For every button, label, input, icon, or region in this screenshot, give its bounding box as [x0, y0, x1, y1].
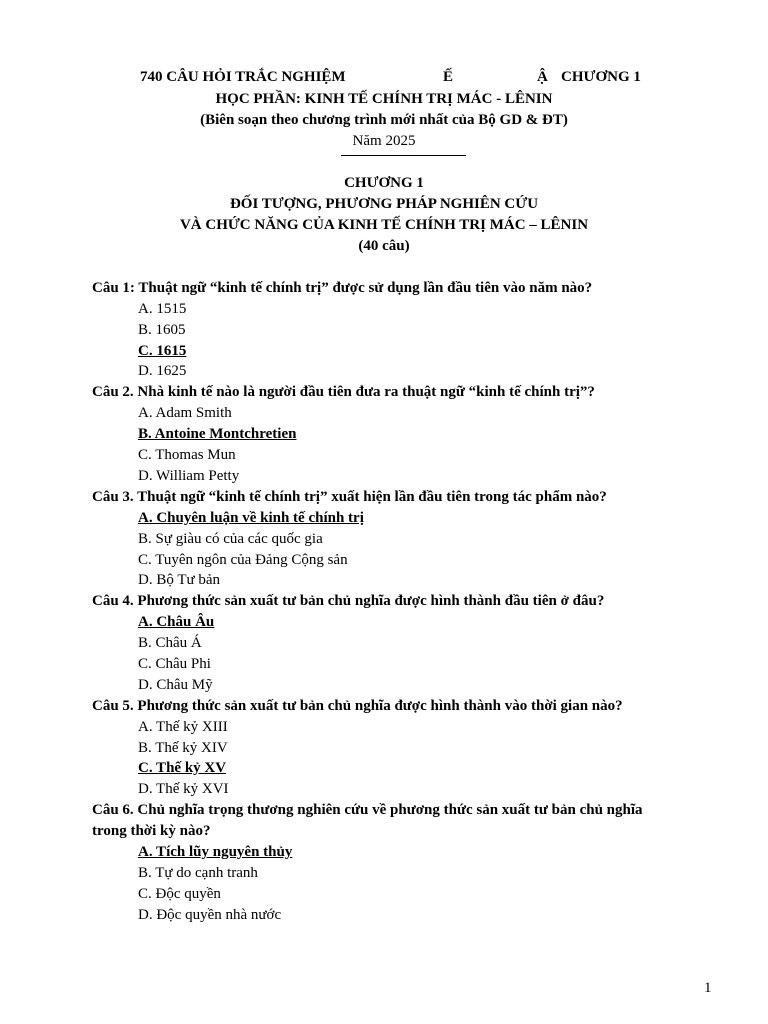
- question-6-option-a-correct: A. Tích lũy nguyên thủy: [138, 844, 293, 860]
- chapter-title-line1: ĐỐI TƯỢNG, PHƯƠNG PHÁP NGHIÊN CỨU: [229, 196, 539, 212]
- question-2-option-a: A. Adam Smith: [138, 405, 232, 421]
- course-title: HỌC PHẦN: KINH TẾ CHÍNH TRỊ MÁC - LÊNIN: [215, 91, 553, 107]
- question-3-option-c: C. Tuyên ngôn của Đảng Cộng sản: [138, 552, 348, 568]
- question-4-option-b: B. Châu Á: [138, 635, 202, 651]
- question-4-option-d: D. Châu Mỹ: [138, 677, 213, 693]
- question-2-option-d: D. William Petty: [138, 468, 240, 484]
- question-3-option-b: B. Sự giàu có của các quốc gia: [138, 531, 323, 547]
- document-title-part3: Ậ: [537, 69, 548, 85]
- question-3-option-a-correct: A. Chuyên luận về kinh tế chính trị: [138, 510, 364, 526]
- question-1-option-a: A. 1515: [138, 301, 187, 317]
- question-3: Câu 3. Thuật ngữ “kinh tế chính trị” xuất hiện lần đầu tiên trong tác phẩm nào?: [92, 489, 607, 505]
- question-1-option-d: D. 1625: [138, 363, 187, 379]
- document-title: [0, 67, 768, 87]
- question-2-option-b-correct: B. Antoine Montchretien: [138, 426, 297, 442]
- question-count: (40 câu): [358, 238, 410, 254]
- question-5-option-a: A. Thế kỷ XIII: [138, 719, 228, 735]
- question-4-option-a-correct: A. Châu Âu: [138, 614, 215, 630]
- page-number: 1: [704, 980, 712, 996]
- question-6-option-b: B. Tự do cạnh tranh: [138, 865, 258, 881]
- question-3-option-d: D. Bộ Tư bản: [138, 572, 221, 588]
- question-2: Câu 2. Nhà kinh tế nào là người đầu tiên đưa ra thuật ngữ “kinh tế chính trị”?: [92, 384, 595, 400]
- question-6: Câu 6. Chủ nghĩa trọng thương nghiên cứu về phương thức sản xuất tư bản chủ nghĩa: [92, 802, 643, 818]
- document-title-part4: CHƯƠNG 1: [561, 69, 641, 85]
- question-6-line2: trong thời kỳ nào?: [92, 823, 211, 839]
- chapter-title-line2: VÀ CHỨC NĂNG CỦA KINH TẾ CHÍNH TRỊ MÁC – LÊNIN: [179, 217, 589, 233]
- question-4: Câu 4. Phương thức sản xuất tư bản chủ nghĩa được hình thành đầu tiên ở đâu?: [92, 593, 605, 609]
- question-6-option-d: D. Độc quyền nhà nước: [138, 907, 282, 923]
- chapter-label: CHƯƠNG 1: [344, 175, 424, 191]
- question-5-option-c-correct: C. Thế kỷ XV: [138, 760, 227, 776]
- question-4-option-c: C. Châu Phi: [138, 656, 211, 672]
- question-1-option-b: B. 1605: [138, 322, 186, 338]
- question-1-option-c-correct: C. 1615: [138, 343, 187, 359]
- header-divider: [341, 155, 466, 156]
- question-2-option-c: C. Thomas Mun: [138, 447, 236, 463]
- question-6-option-c: C. Độc quyền: [138, 886, 221, 902]
- question-5-option-b: B. Thế kỷ XIV: [138, 740, 228, 756]
- document-title-part2: Ế: [443, 69, 454, 85]
- question-1: Câu 1: Thuật ngữ “kinh tế chính trị” được sử dụng lần đầu tiên vào năm nào?: [92, 280, 593, 296]
- question-5-option-d: D. Thế kỷ XVI: [138, 781, 229, 797]
- compilation-note: (Biên soạn theo chương trình mới nhất của Bộ GD & ĐT): [200, 112, 568, 128]
- question-5: Câu 5. Phương thức sản xuất tư bản chủ nghĩa được hình thành vào thời gian nào?: [92, 698, 623, 714]
- year-label: Năm 2025: [352, 133, 416, 149]
- document-title-part1: 740 CÂU HỎI TRẮC NGHIỆM: [140, 69, 346, 85]
